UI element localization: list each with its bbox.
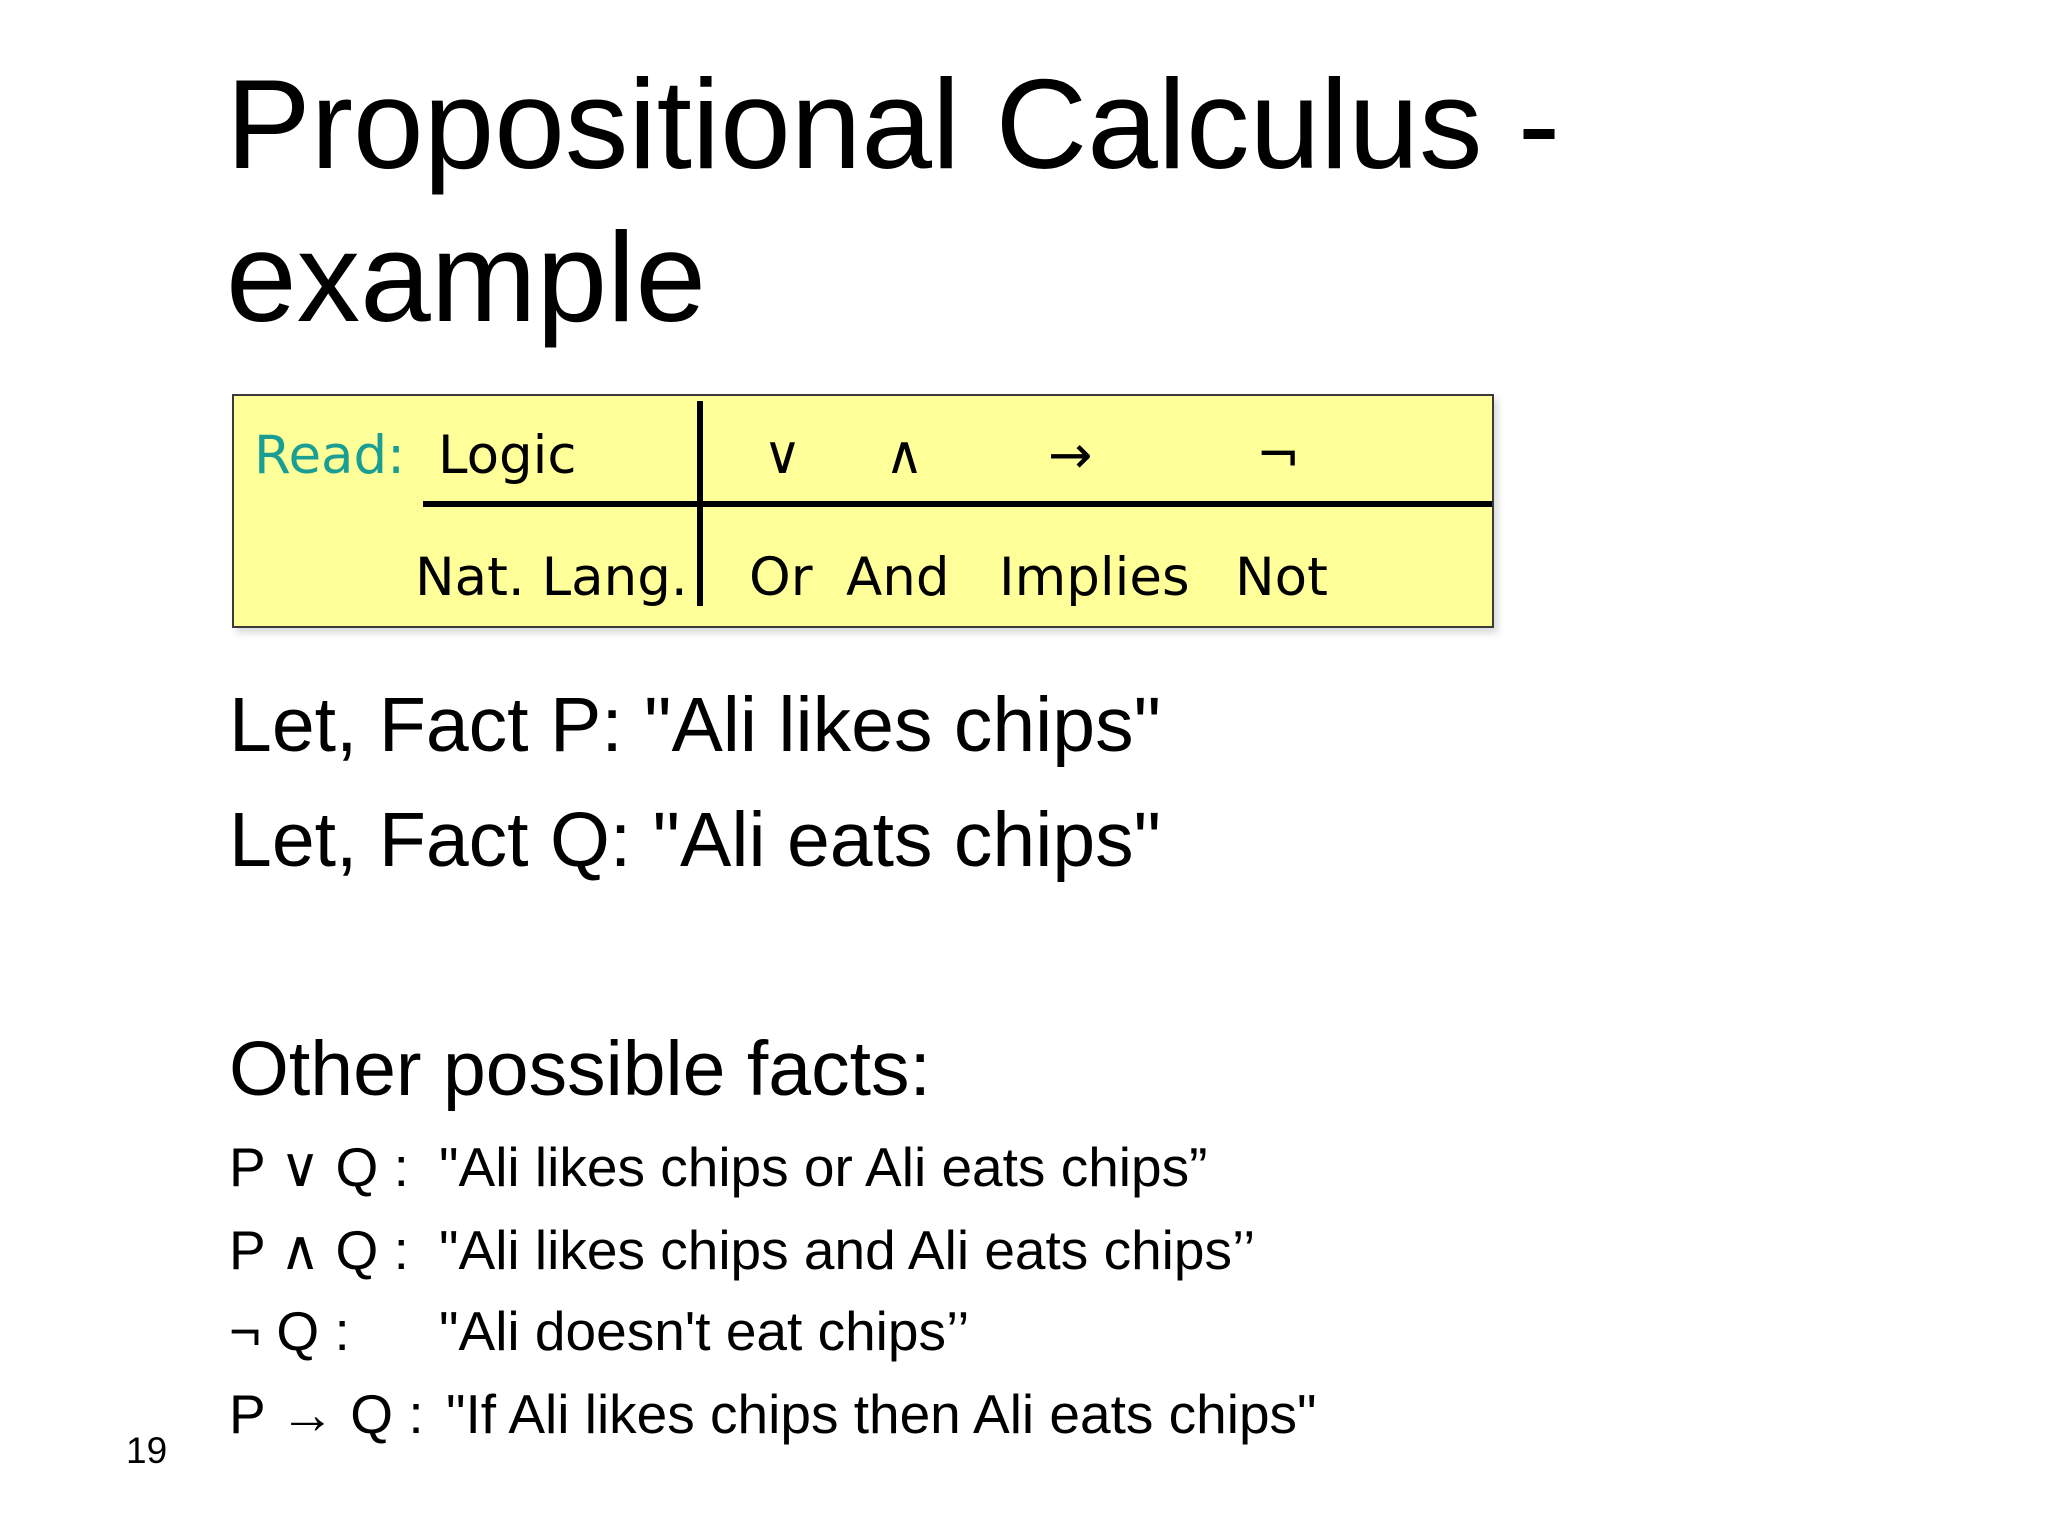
fact-or-expression: P ∨ Q : (229, 1136, 409, 1198)
or-symbol: ∨ (763, 425, 802, 486)
fact-implies-meaning: "If Ali likes chips then Ali eats chips" (446, 1383, 1317, 1445)
logic-row-label: Logic (438, 425, 577, 486)
legend-vertical-divider (697, 401, 703, 606)
fact-or-meaning: "Ali likes chips or Ali eats chips” (439, 1136, 1208, 1198)
read-label: Read: (254, 425, 406, 486)
fact-implies-expression: P → Q : (229, 1383, 424, 1445)
implies-word: Implies (999, 547, 1190, 608)
fact-and-expression: P ∧ Q : (229, 1219, 409, 1281)
not-symbol: ¬ (1256, 425, 1301, 486)
and-symbol: ∧ (885, 425, 924, 486)
not-word: Not (1235, 547, 1328, 608)
fact-and-meaning: "Ali likes chips and Ali eats chips’’ (439, 1219, 1256, 1281)
notation-legend-box (232, 394, 1494, 628)
natural-language-row-label: Nat. Lang. (415, 547, 688, 608)
fact-not-expression: ¬ Q : (229, 1300, 350, 1362)
fact-not-meaning: "Ali doesn't eat chips’’ (439, 1300, 970, 1362)
fact-p: Let, Fact P: "Ali likes chips" (229, 682, 1161, 768)
other-facts-heading: Other possible facts: (229, 1026, 931, 1112)
fact-q: Let, Fact Q: "Ali eats chips" (229, 797, 1161, 883)
and-word: And (846, 547, 950, 608)
slide-title: Propositional Calculus - example (226, 53, 1561, 348)
or-word: Or (749, 547, 813, 608)
implies-symbol: → (1048, 425, 1093, 486)
page-number: 19 (126, 1430, 168, 1471)
legend-horizontal-divider (423, 501, 1492, 507)
